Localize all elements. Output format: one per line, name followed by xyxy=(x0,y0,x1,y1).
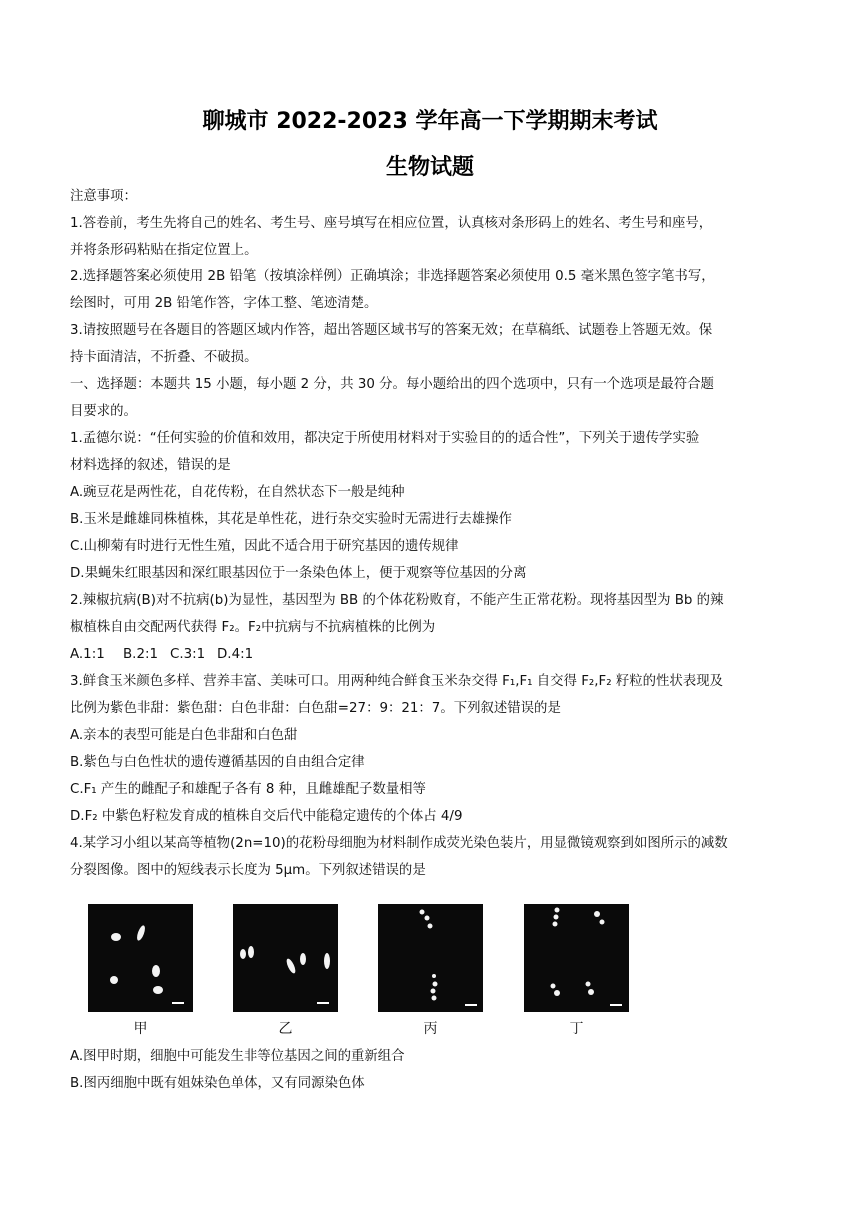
q3-option-c: C.F₁ 产生的雌配子和雄配子各有 8 种，且雌雄配子数量相等 xyxy=(70,782,426,797)
notice-line: 2.选择题答案必须使用 2B 铅笔（按填涂样例）正确填涂；非选择题答案必须使用 0.5 毫米黑色签字笔书写， xyxy=(70,269,715,284)
figure-label-jia: 甲 xyxy=(133,1021,148,1037)
figure-label-ding: 丁 xyxy=(569,1021,584,1037)
q2-options xyxy=(70,646,800,664)
q2-option-a: A.1:1 xyxy=(70,647,105,662)
figure-label-yi: 乙 xyxy=(278,1021,293,1037)
q2-stem: 2.辣椒抗病(B)对不抗病(b)为显性，基因型为 BB 的个体花粉败育，不能产生正常花粉。现将基因型为 Bb 的辣 xyxy=(70,593,724,608)
q3-option-b: B.紫色与白色性状的遗传遵循基因的自由组合定律 xyxy=(70,755,365,770)
q1-option-d: D.果蝇朱红眼基因和深红眼基因位于一条染色体上，便于观察等位基因的分离 xyxy=(70,566,527,581)
exam-title: 聊城市 2022-2023 学年高一下学期期末考试 xyxy=(202,109,658,134)
q2-option-d: D.4:1 xyxy=(217,647,254,662)
micrograph-ding xyxy=(524,904,629,1012)
q4-stem: 4.某学习小组以某高等植物(2n=10)的花粉母细胞为材料制作成荧光染色装片，用显微镜观察到如图所示的减数 xyxy=(70,836,728,851)
notice-line: 3.请按照题号在各题目的答题区域内作答，超出答题区域书写的答案无效；在草稿纸、试题卷上答题无效。保 xyxy=(70,323,713,338)
notice-heading: 注意事项： xyxy=(70,189,137,204)
section-heading: 一、选择题：本题共 15 小题，每小题 2 分，共 30 分。每小题给出的四个选项中，只有一个选项是最符合题 xyxy=(70,377,714,392)
q3-stem: 3.鲜食玉米颜色多样、营养丰富、美味可口。用两种纯合鲜食玉米杂交得 F₁,F₁ 自交得 F₂,F₂ 籽粒的性状表现及 xyxy=(70,674,723,689)
q3-stem: 比例为紫色非甜：紫色甜：白色非甜：白色甜=27：9：21：7。下列叙述错误的是 xyxy=(70,701,561,716)
q2-option-c: C.3:1 xyxy=(170,647,206,662)
micrograph-yi xyxy=(233,904,338,1012)
q1-stem: 1.孟德尔说：“任何实验的价值和效用，都决定于所使用材料对于实验目的的适合性”，下列关于遗传学实验 xyxy=(70,431,700,446)
q2-option-b: B.2:1 xyxy=(123,647,158,662)
micrograph-figures xyxy=(0,904,860,1037)
section-heading-cont: 目要求的。 xyxy=(70,404,137,419)
q1-option-b: B.玉米是雌雄同株植株，其花是单性花，进行杂交实验时无需进行去雄操作 xyxy=(70,512,512,527)
notice-line: 绘图时，可用 2B 铅笔作答，字体工整、笔迹清楚。 xyxy=(70,296,378,311)
micrograph-jia xyxy=(88,904,193,1012)
exam-subtitle: 生物试题 xyxy=(385,155,474,180)
q1-option-c: C.山柳菊有时进行无性生殖，因此不适合用于研究基因的遗传规律 xyxy=(70,539,459,554)
q1-option-a: A.豌豆花是两性花，自花传粉，在自然状态下一般是纯种 xyxy=(70,485,405,500)
q4-option-a: A.图甲时期，细胞中可能发生非等位基因之间的重新组合 xyxy=(70,1049,405,1064)
q3-option-d: D.F₂ 中紫色籽粒发育成的植株自交后代中能稳定遗传的个体占 4/9 xyxy=(70,809,463,824)
notice-line: 并将条形码粘贴在指定位置上。 xyxy=(70,243,258,258)
q4-stem: 分裂图像。图中的短线表示长度为 5μm。下列叙述错误的是 xyxy=(70,863,426,878)
q2-stem: 椒植株自由交配两代获得 F₂。F₂中抗病与不抗病植株的比例为 xyxy=(70,620,436,635)
notice-line: 持卡面清洁，不折叠、不破损。 xyxy=(70,350,258,365)
q1-stem: 材料选择的叙述，错误的是 xyxy=(70,458,231,473)
notice-line: 1.答卷前，考生先将自己的姓名、考生号、座号填写在相应位置，认真核对条形码上的姓名、考生号和座号， xyxy=(70,216,713,231)
q4-option-b: B.图丙细胞中既有姐妹染色单体，又有同源染色体 xyxy=(70,1076,365,1091)
figure-label-bing: 丙 xyxy=(423,1021,438,1037)
q3-option-a: A.亲本的表型可能是白色非甜和白色甜 xyxy=(70,728,298,743)
micrograph-bing xyxy=(378,904,483,1012)
